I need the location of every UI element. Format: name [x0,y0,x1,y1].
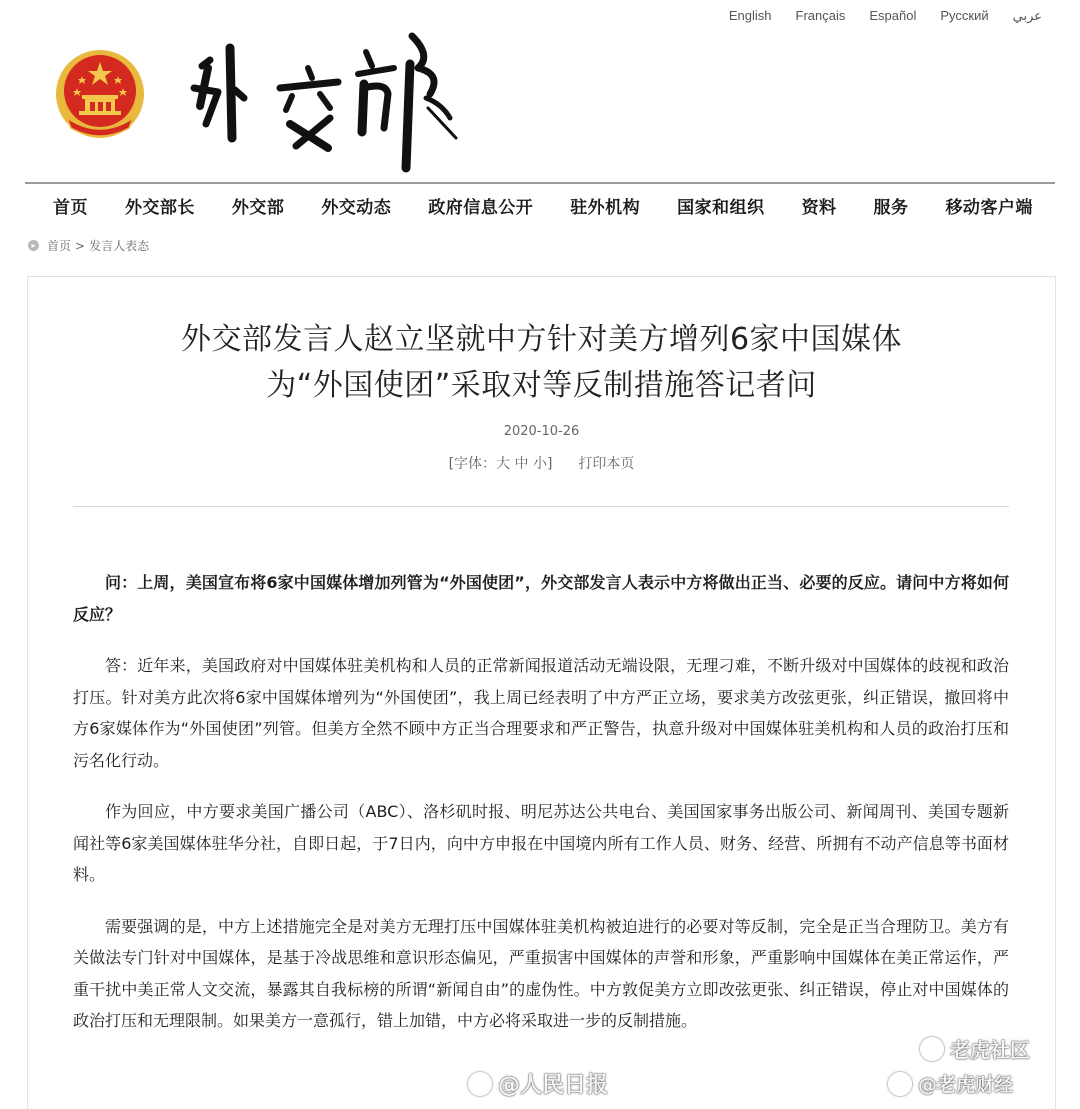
watermark-right-top [920,1034,1030,1063]
nav-news[interactable]: 外交动态 [321,197,392,218]
print-button[interactable]: 打印本页 [578,456,635,472]
watermark-left-text: @人民日报 [498,1073,609,1098]
paragraph-response: 作为回应，中方要求美国广播公司（ABC）、洛杉矶时报、明尼苏达公共电台、美国国家事务出版公司、新闻周刊、美国专题新闻社等6家美国媒体驻华分社，自即日起，于7日内，向中方申报在中国境内所有工作人员、财务、经营、所拥有不动产信息等书面材料。 [73,802,1009,884]
nav-countries[interactable]: 国家和组织 [677,197,765,218]
ministry-logo[interactable] [180,28,470,178]
lang-russian[interactable]: Русский [940,8,989,23]
lang-spanish[interactable]: Español [869,8,917,23]
lang-french[interactable]: Français [795,8,846,23]
watermark-right-top-text: 老虎社区 [950,1038,1030,1062]
divider [73,506,1009,507]
nav-home[interactable]: 首页 [53,197,88,218]
font-size-medium-button[interactable]: 中 [514,456,529,472]
nav-mobile[interactable]: 移动客户端 [945,197,1033,218]
article-title [28,317,1055,409]
article-tools [28,453,1055,473]
breadcrumb-separator: > [75,238,86,253]
national-emblem-icon[interactable] [55,48,145,140]
paragraph-answer: 答：近年来，美国政府对中国媒体驻美机构和人员的正常新闻报道活动无端设限，无理刁难，不断升级对中国媒体的歧视和政治打压。针对美方此次将6家中国媒体增列为“外国使团”，我上周已经表明了中方严正立场，要求美方改弦更张，纠正错误，撤回将中方6家媒体作为“外国使团”列管。但美方全然不顾中方正当合理要求和严正警告，执意升级对中国媒体驻美机构和人员的政治打压和污名化行动。 [73,656,1009,770]
paragraph-question: 问：上周，美国宣布将6家中国媒体增加列管为“外国使团”，外交部发言人表示中方将做出正当、必要的反应。请问中方将如何反应？ [73,573,1009,624]
nav-missions[interactable]: 驻外机构 [570,197,641,218]
main-nav [25,182,1055,226]
breadcrumb-current[interactable]: 发言人表态 [89,239,150,253]
watermark-right-bottom-text: @老虎财经 [918,1074,1014,1096]
nav-resources[interactable]: 资料 [801,197,837,218]
breadcrumb-home[interactable]: 首页 [47,239,72,253]
watermark-left [468,1068,608,1099]
article-body [73,567,1009,1057]
lang-english[interactable]: English [728,8,772,23]
font-size-prefix: [字体： [448,456,497,472]
font-size-small-button[interactable]: 小 [532,456,547,472]
site-header [55,28,515,178]
weibo-icon [888,1072,912,1096]
article-title-line1: 外交部发言人赵立坚就中方针对美方增列6家中国媒体 [180,322,903,357]
language-bar [705,8,1042,24]
location-icon: ▸ [28,240,39,251]
lang-arabic[interactable]: عربي [1012,8,1042,23]
nav-gov-info[interactable]: 政府信息公开 [428,197,534,218]
font-size-large-button[interactable]: 大 [496,456,511,472]
nav-ministry[interactable]: 外交部 [231,197,285,218]
nav-services[interactable]: 服务 [873,197,909,218]
breadcrumb [28,237,149,254]
watermark-right-bottom [888,1070,1013,1097]
article-title-line2: 为“外国使团”采取对等反制措施答记者问 [266,368,817,403]
article-panel [27,276,1056,1109]
tiger-icon [920,1037,944,1061]
article-date: 2020-10-26 [503,424,580,439]
nav-minister[interactable]: 外交部长 [124,197,195,218]
font-size-suffix: ] [546,456,553,472]
paragraph-emphasis: 需要强调的是，中方上述措施完全是对美方无理打压中国媒体驻美机构被迫进行的必要对等反制，完全是正当合理防卫。美方有关做法专门针对中国媒体，是基于冷战思维和意识形态偏见，严重损害中国媒体的声誉和形象，严重影响中国媒体在美正常运作，严重干扰中美正常人文交流，暴露其自我标榜的所谓“新闻自由”的虚伪性。中方敦促美方立即改弦更张、纠正错误，停止对中国媒体的政治打压和无理限制。如果美方一意孤行，错上加错，中方必将采取进一步的反制措施。 [73,916,1009,1030]
weibo-icon [468,1072,492,1096]
